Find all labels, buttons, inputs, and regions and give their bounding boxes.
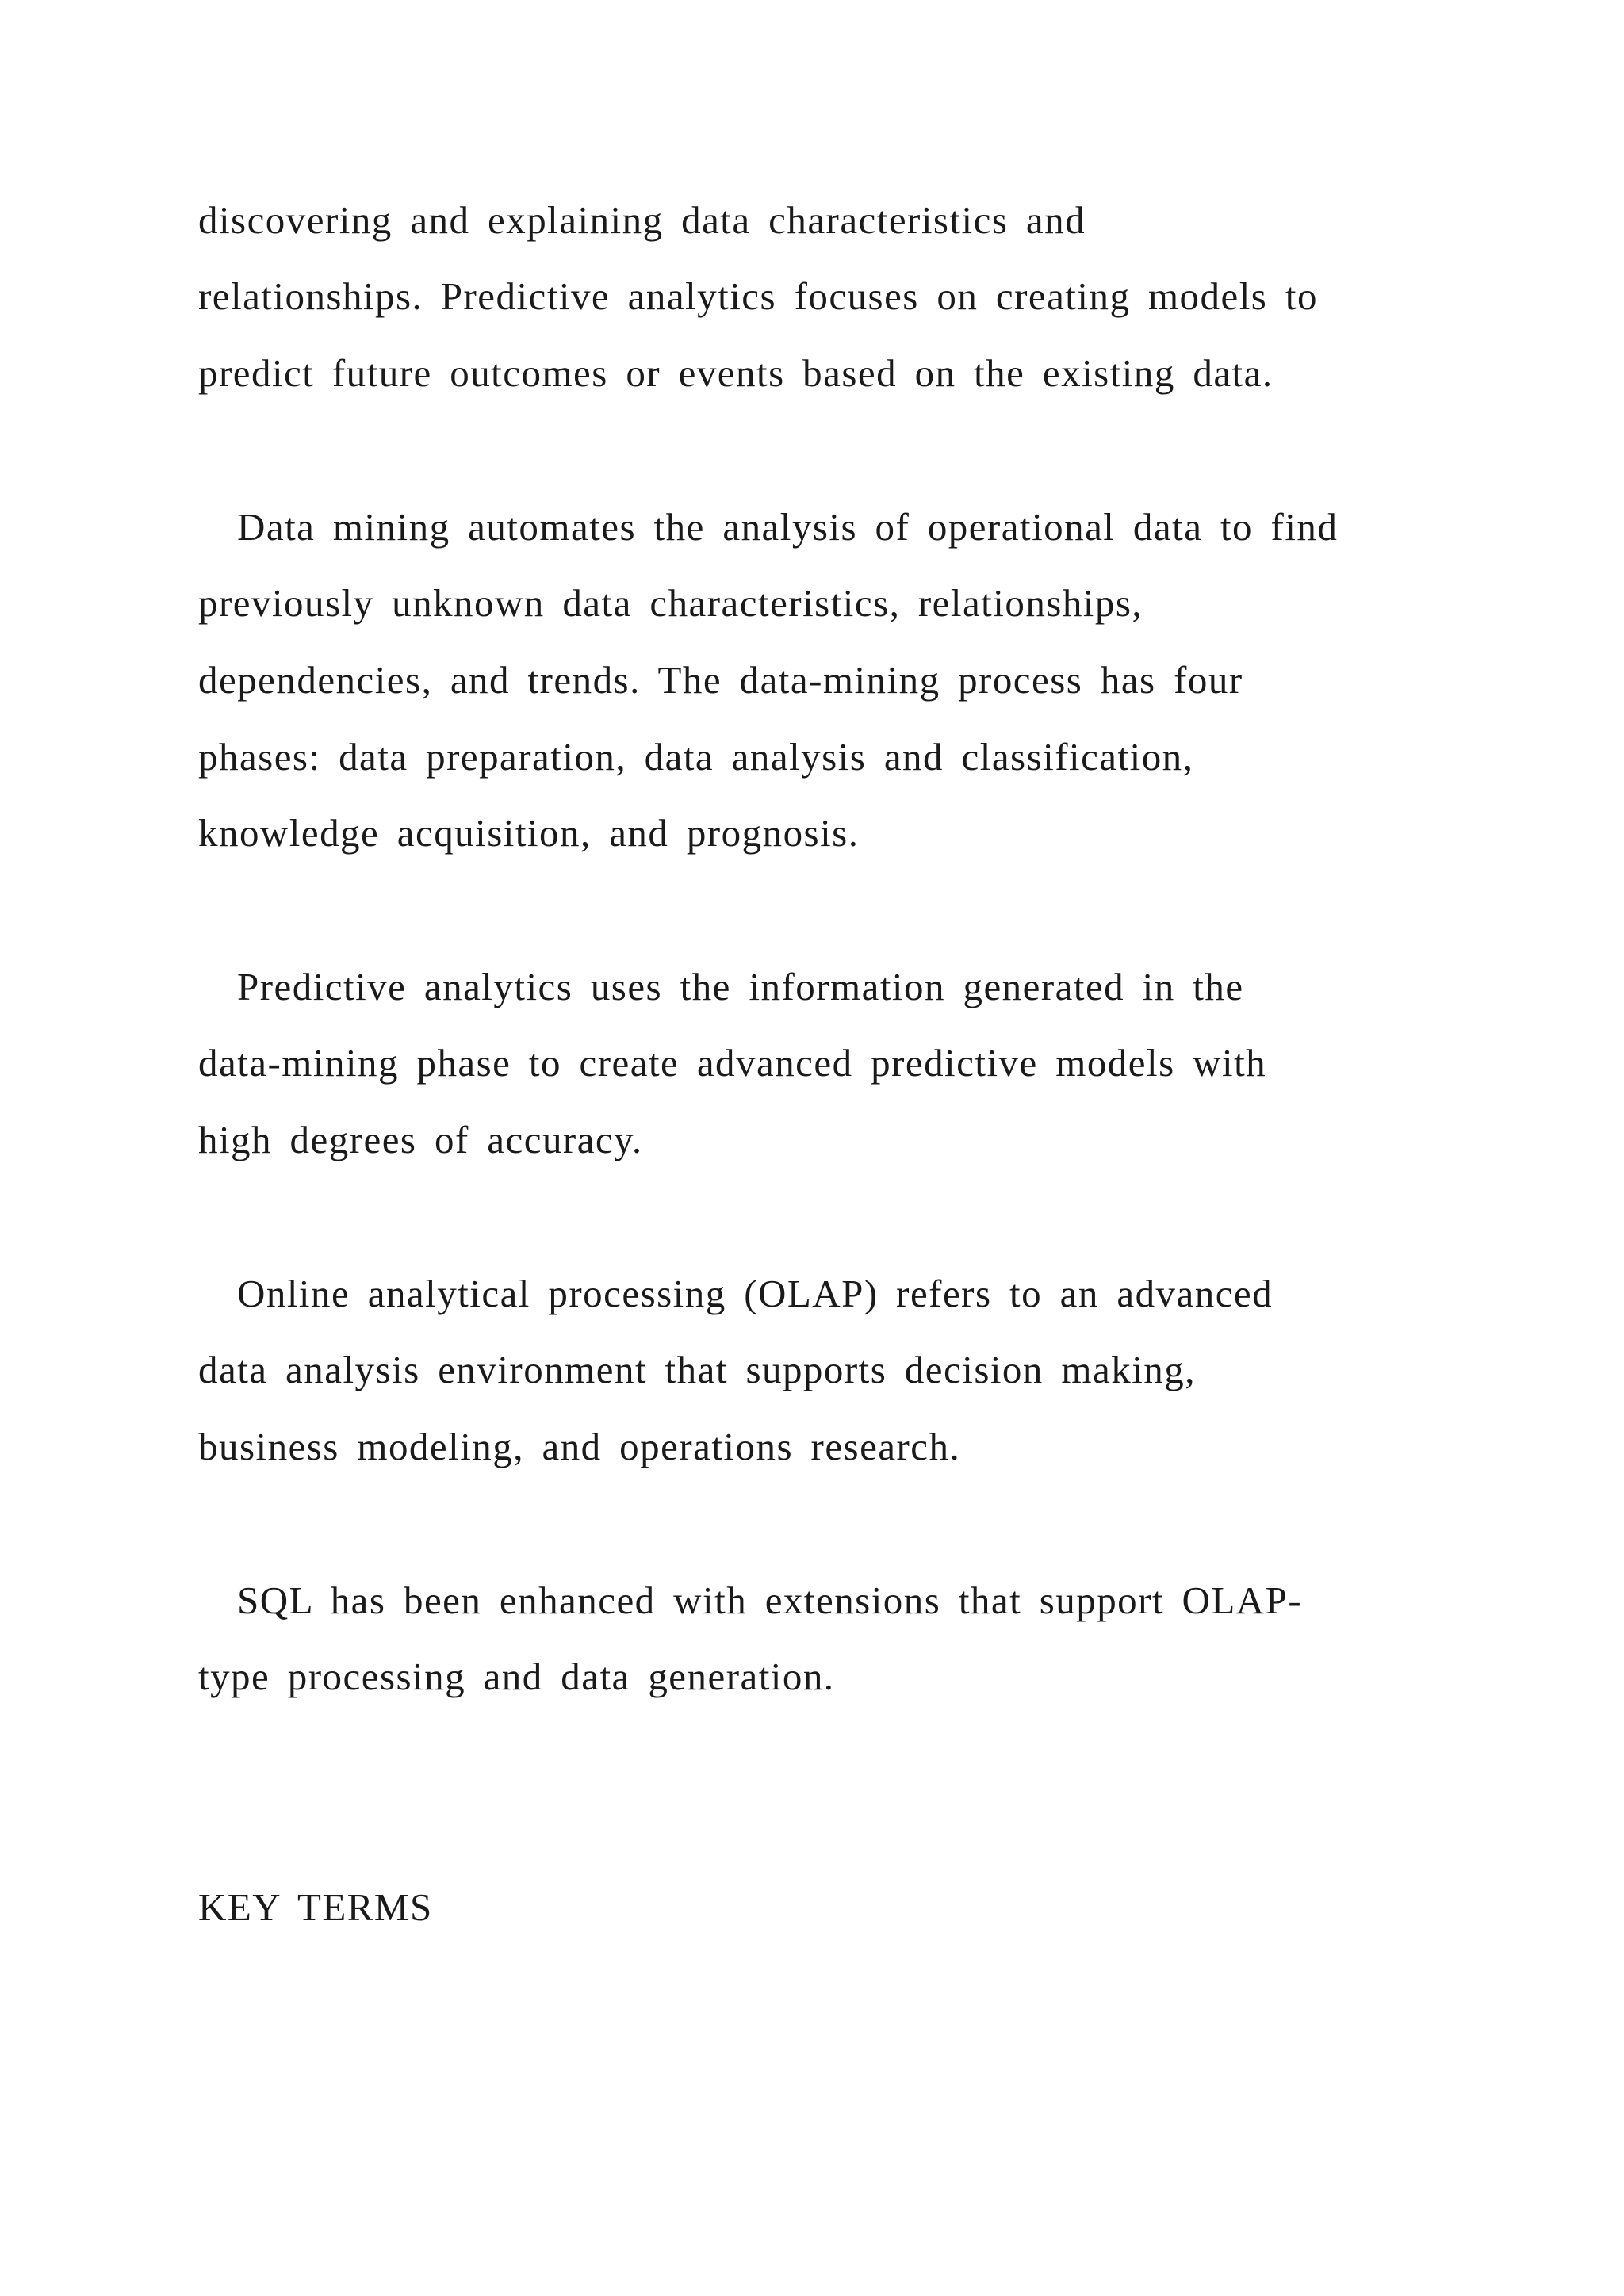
paragraph-5-line-1: SQL has been enhanced with extensions that support OLAP-	[237, 1578, 1303, 1622]
paragraph-1-line-2: relationships. Predictive analytics focuses on creating models to	[198, 274, 1318, 318]
paragraph-2-line-3: dependencies, and trends. The data-mining process has four	[198, 658, 1243, 702]
paragraph-3-line-1: Predictive analytics uses the information generated in the	[237, 965, 1244, 1008]
paragraph-3-line-2: data-mining phase to create advanced predictive models with	[198, 1041, 1267, 1085]
paragraph-4-line-2: data analysis environment that supports decision making,	[198, 1348, 1196, 1391]
paragraph-4-line-3: business modeling, and operations research.	[198, 1425, 961, 1468]
paragraph-2-line-1: Data mining automates the analysis of operational data to find	[237, 505, 1339, 549]
paragraph-4-line-1: Online analytical processing (OLAP) refers to an advanced	[237, 1272, 1274, 1315]
paragraph-1-line-3: predict future outcomes or events based on the existing data.	[198, 351, 1274, 395]
paragraph-2-line-4: phases: data preparation, data analysis and classification,	[198, 735, 1194, 779]
paragraph-2-line-2: previously unknown data characteristics, relationships,	[198, 581, 1143, 625]
paragraph-1-line-1: discovering and explaining data characteristics and	[198, 198, 1086, 242]
paragraph-2-line-5: knowledge acquisition, and prognosis.	[198, 811, 860, 855]
paragraph-5-line-2: type processing and data generation.	[198, 1655, 835, 1698]
section-heading: KEY TERMS	[198, 1885, 433, 1929]
paragraph-3-line-3: high degrees of accuracy.	[198, 1118, 643, 1161]
